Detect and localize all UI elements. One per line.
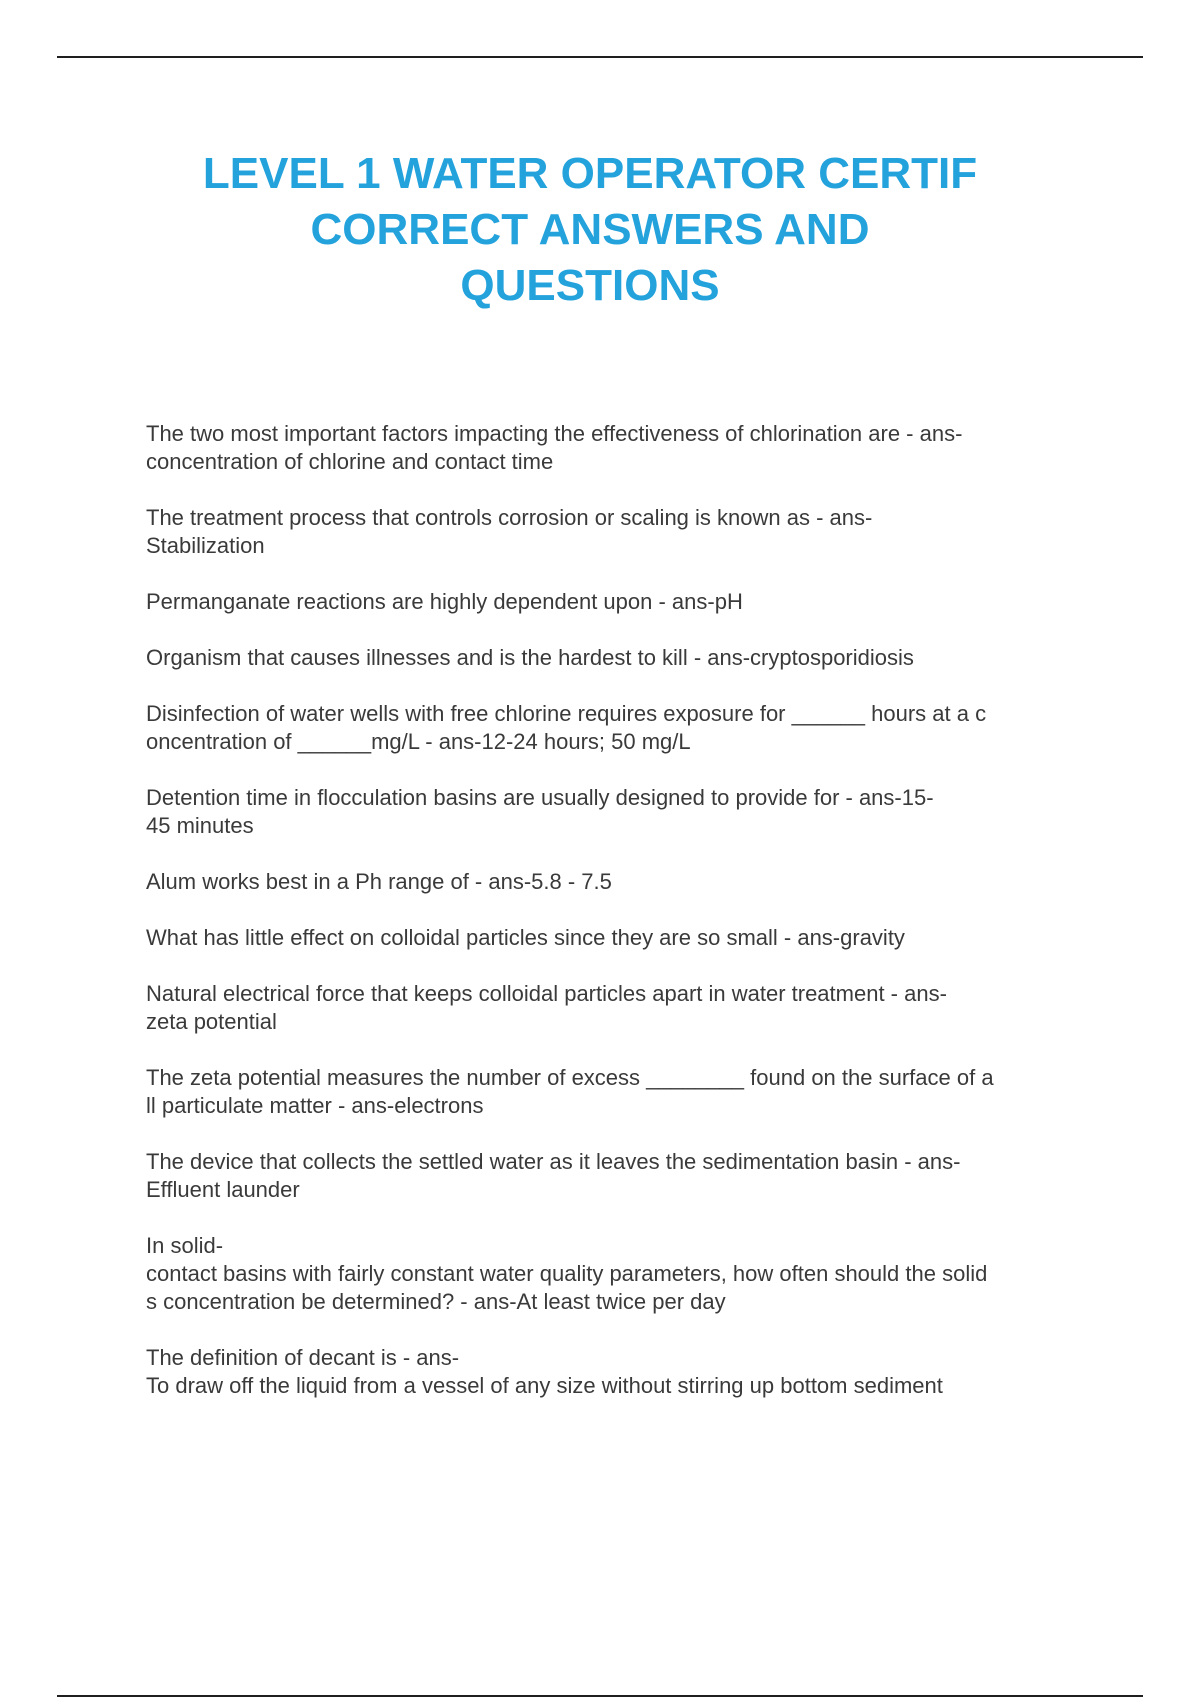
qa-line: Alum works best in a Ph range of - ans-5.8 - 7.5 <box>146 869 612 894</box>
qa-line: The two most important factors impacting the effectiveness of chlorination are - ans- <box>146 421 963 446</box>
qa-item <box>146 1344 1096 1400</box>
qa-line: Permanganate reactions are highly dependent upon - ans-pH <box>146 589 743 614</box>
qa-item <box>146 1232 1096 1316</box>
qa-line: Stabilization <box>146 533 265 558</box>
qa-line: s concentration be determined? - ans-At least twice per day <box>146 1289 726 1314</box>
title-line: CORRECT ANSWERS AND <box>310 205 870 254</box>
qa-item <box>146 588 1096 616</box>
title-line: LEVEL 1 WATER OPERATOR CERTIF <box>202 149 978 198</box>
qa-line: To draw off the liquid from a vessel of any size without stirring up bottom sediment <box>146 1373 943 1398</box>
document-title <box>140 146 1040 314</box>
qa-item <box>146 784 1096 840</box>
qa-item <box>146 700 1096 756</box>
qa-line: The device that collects the settled water as it leaves the sedimentation basin - ans- <box>146 1149 961 1174</box>
qa-line: Effluent launder <box>146 1177 300 1202</box>
qa-item <box>146 1148 1096 1204</box>
qa-item <box>146 924 1096 952</box>
qa-line: concentration of chlorine and contact time <box>146 449 554 474</box>
bottom-rule <box>57 1695 1143 1697</box>
qa-line: zeta potential <box>146 1009 277 1034</box>
qa-item <box>146 420 1096 476</box>
qa-line: Detention time in flocculation basins are usually designed to provide for - ans-15- <box>146 785 934 810</box>
qa-line: Disinfection of water wells with free chlorine requires exposure for ______ hours at a c <box>146 701 987 726</box>
qa-line: What has little effect on colloidal particles since they are so small - ans-gravity <box>146 925 905 950</box>
qa-item <box>146 504 1096 560</box>
qa-line: The definition of decant is - ans- <box>146 1345 460 1370</box>
qa-line: The treatment process that controls corrosion or scaling is known as - ans- <box>146 505 873 530</box>
qa-list <box>146 420 1096 1428</box>
qa-line: In solid- <box>146 1233 224 1258</box>
qa-line: The zeta potential measures the number of excess ________ found on the surface of a <box>146 1065 994 1090</box>
top-rule <box>57 56 1143 58</box>
qa-line: 45 minutes <box>146 813 254 838</box>
qa-line: Natural electrical force that keeps colloidal particles apart in water treatment - ans- <box>146 981 947 1006</box>
qa-item <box>146 980 1096 1036</box>
qa-item <box>146 1064 1096 1120</box>
qa-line: Organism that causes illnesses and is the hardest to kill - ans-cryptosporidiosis <box>146 645 914 670</box>
qa-line: ll particulate matter - ans-electrons <box>146 1093 484 1118</box>
qa-line: contact basins with fairly constant water quality parameters, how often should the solid <box>146 1261 988 1286</box>
title-line: QUESTIONS <box>460 261 720 310</box>
qa-line: oncentration of ______mg/L - ans-12-24 hours; 50 mg/L <box>146 729 691 754</box>
qa-item <box>146 644 1096 672</box>
qa-item <box>146 868 1096 896</box>
